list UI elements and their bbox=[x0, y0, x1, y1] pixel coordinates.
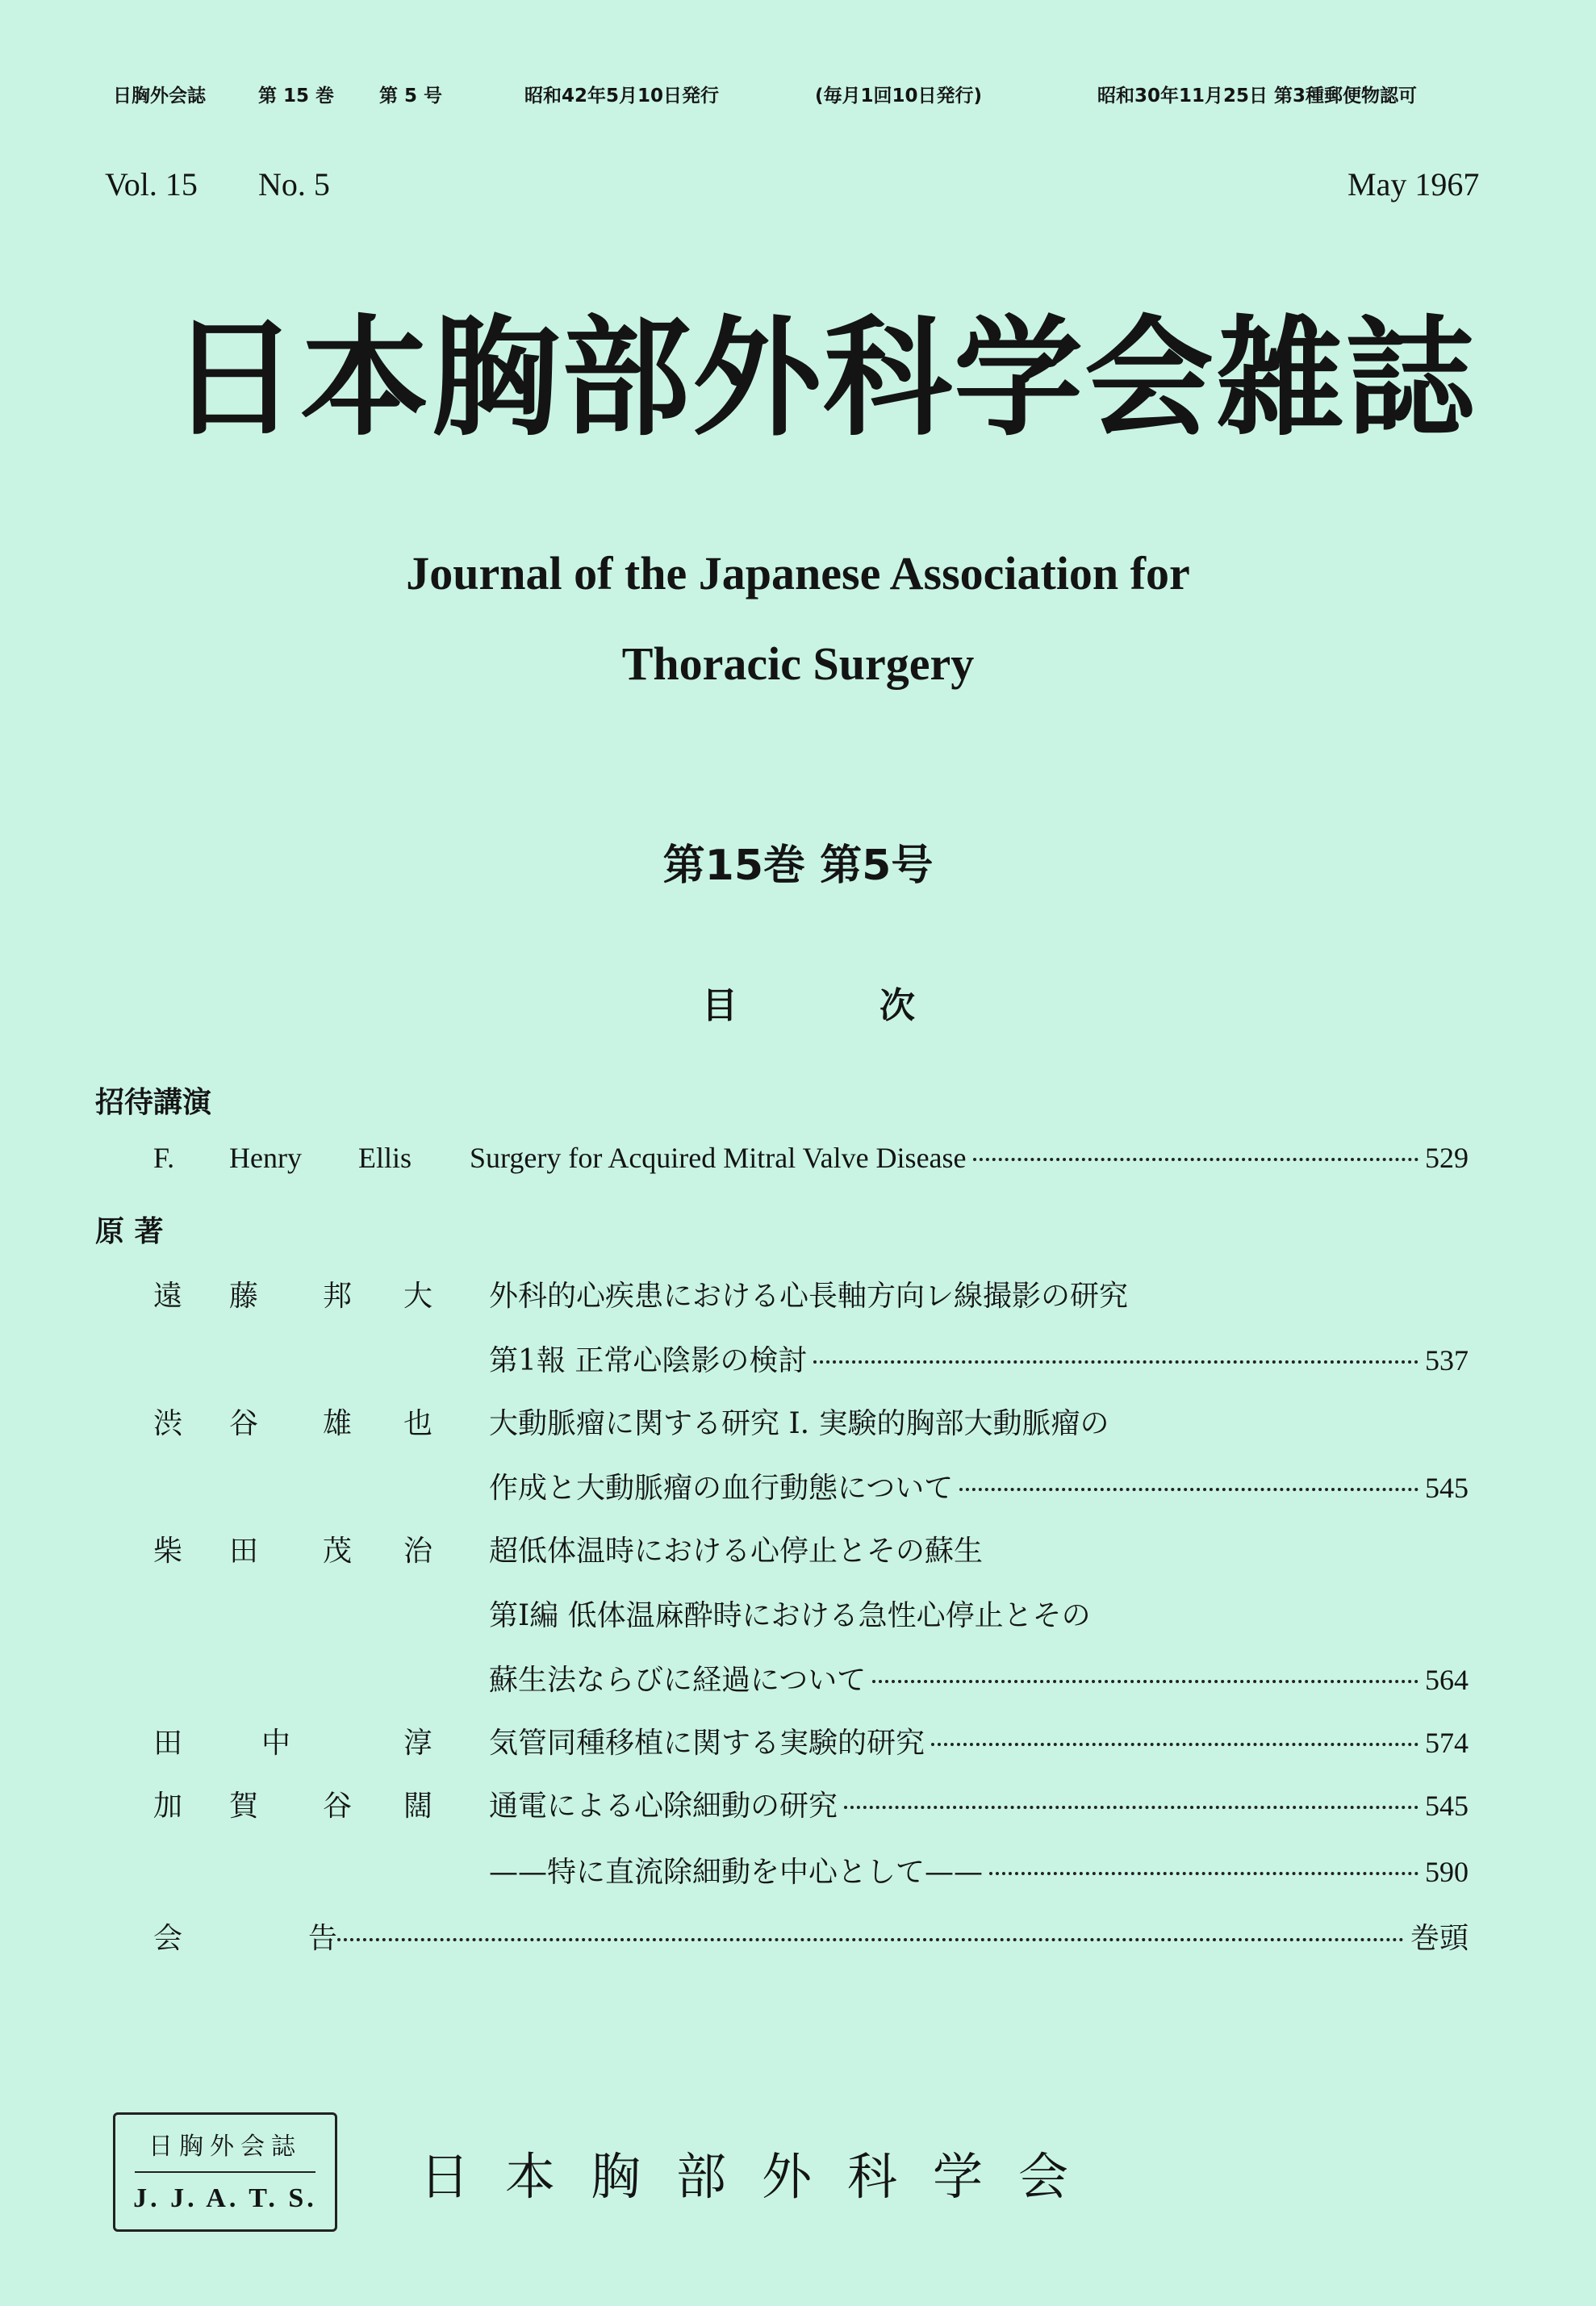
leader-dots bbox=[813, 1360, 1418, 1364]
toc-entry-title-row bbox=[470, 1141, 1469, 1175]
author-part: 闊 bbox=[403, 1790, 433, 1823]
toc-entry-page: 537 bbox=[1425, 1344, 1469, 1376]
section-invited-lecture: 招待講演 bbox=[95, 1086, 212, 1119]
toc-entry-title-row bbox=[489, 1783, 1469, 1824]
toc-entry-title-row bbox=[489, 1465, 1469, 1506]
toc-entry-page: 545 bbox=[1425, 1790, 1469, 1822]
author-part: 田 bbox=[229, 1535, 259, 1568]
toc-entry-title: 作成と大動脈瘤の血行動態について bbox=[489, 1472, 954, 1505]
author-part: 茂 bbox=[323, 1535, 353, 1568]
toc-entry-title: 超低体温時における心停止とその蘇生 bbox=[489, 1535, 984, 1568]
toc-entry-title-row bbox=[489, 1338, 1469, 1379]
badge-abbr-english: J. J. A. T. S. bbox=[133, 2183, 317, 2213]
toc-entry-title: ——特に直流除細動を中心として—— bbox=[489, 1856, 984, 1889]
leader-dots bbox=[844, 1806, 1418, 1809]
number-label: No. 5 bbox=[258, 166, 330, 203]
toc-entry[interactable] bbox=[153, 1783, 1469, 1828]
header-number: 第 5 号 bbox=[379, 86, 443, 107]
leader-dots bbox=[337, 1938, 1404, 1941]
badge-divider bbox=[135, 2171, 315, 2173]
toc-entry[interactable] bbox=[153, 1141, 1469, 1186]
toc-entry[interactable] bbox=[153, 1849, 1469, 1895]
author-part: 也 bbox=[403, 1407, 433, 1440]
author-part: 遠 bbox=[153, 1280, 183, 1313]
toc-entry[interactable] bbox=[153, 1338, 1469, 1383]
toc-entry-page: 564 bbox=[1425, 1664, 1469, 1696]
toc-entry[interactable] bbox=[153, 1720, 1469, 1765]
volume-line bbox=[105, 165, 1525, 206]
toc-entry-title-row bbox=[489, 1657, 1469, 1698]
header-mail-permit: 昭和30年11月25日 第3種郵便物認可 bbox=[1097, 86, 1418, 107]
publisher-name: 日本胸部外科学会 bbox=[420, 2147, 1105, 2206]
author-part: 藤 bbox=[229, 1280, 259, 1313]
toc-entry-title: 外科的心疾患における心長軸方向レ線撮影の研究 bbox=[489, 1280, 1129, 1313]
toc-heading-char: 目 bbox=[702, 985, 737, 1026]
toc-entry-title-row bbox=[489, 1273, 1469, 1314]
author-part: 会 bbox=[153, 1922, 183, 1955]
header-volume: 第 15 巻 bbox=[258, 86, 335, 107]
toc-heading-char: 次 bbox=[879, 985, 915, 1026]
toc-entry-title-row bbox=[337, 1915, 1469, 1957]
toc-entry-title: 第I編 低体温麻酔時における急性心停止とその bbox=[489, 1599, 1091, 1632]
toc-entry-page: 590 bbox=[1425, 1856, 1469, 1888]
toc-entry[interactable] bbox=[153, 1401, 1469, 1446]
volume-label: Vol. 15 bbox=[105, 166, 198, 203]
section-original-articles: 原 著 bbox=[95, 1215, 164, 1248]
header-info-line bbox=[113, 81, 1533, 113]
journal-abbreviation-badge bbox=[113, 2112, 337, 2232]
toc-entry-page: 545 bbox=[1425, 1472, 1469, 1504]
leader-dots bbox=[931, 1743, 1418, 1746]
toc-entry[interactable] bbox=[153, 1528, 1469, 1573]
toc-entry-notice[interactable] bbox=[153, 1915, 1469, 1961]
journal-title-japanese: 日本胸部外科学会雑誌 bbox=[169, 303, 1477, 453]
leader-dots bbox=[989, 1872, 1418, 1875]
toc-entry[interactable] bbox=[153, 1465, 1469, 1510]
toc-entry-title-row bbox=[489, 1720, 1469, 1761]
leader-dots bbox=[973, 1158, 1418, 1161]
author-part: 渋 bbox=[153, 1407, 183, 1440]
leader-dots bbox=[959, 1488, 1418, 1491]
author-part: 柴 bbox=[153, 1535, 183, 1568]
toc-entry-page: 574 bbox=[1425, 1727, 1469, 1759]
toc-entry-title-row bbox=[489, 1401, 1469, 1442]
toc-entry-page: 巻頭 bbox=[1410, 1922, 1469, 1955]
journal-title-english-line1: Journal of the Japanese Association for bbox=[406, 547, 1190, 599]
toc-entry-title: 大動脈瘤に関する研究 I. 実験的胸部大動脈瘤の bbox=[489, 1407, 1109, 1440]
header-abbr: 日胸外会誌 bbox=[113, 86, 206, 107]
toc-entry-title: Surgery for Acquired Mitral Valve Disease bbox=[470, 1142, 967, 1174]
toc-entry-title: 第1報 正常心陰影の検討 bbox=[489, 1344, 808, 1377]
author-part: 賀 bbox=[229, 1790, 259, 1823]
author-part: Ellis bbox=[358, 1142, 412, 1174]
issue-month-year: May 1967 bbox=[1347, 166, 1480, 203]
header-frequency: (毎月1回10日発行) bbox=[815, 86, 983, 107]
toc-entry-title-row bbox=[489, 1593, 1469, 1634]
header-issue-date: 昭和42年5月10日発行 bbox=[524, 86, 720, 107]
toc-entry[interactable] bbox=[153, 1593, 1469, 1638]
journal-title-english bbox=[0, 528, 1596, 709]
author-part: 雄 bbox=[323, 1407, 353, 1440]
author-part: 谷 bbox=[229, 1407, 259, 1440]
author-part: 告 bbox=[308, 1922, 338, 1955]
author-part: 邦 bbox=[323, 1280, 353, 1313]
issue-number-japanese: 第15巻 第5号 bbox=[662, 842, 934, 890]
toc-entry-title-row bbox=[489, 1528, 1469, 1569]
leader-dots bbox=[872, 1680, 1418, 1683]
toc-entry-title-row bbox=[489, 1849, 1469, 1890]
toc-entry-page: 529 bbox=[1425, 1142, 1469, 1174]
author-part: 治 bbox=[403, 1535, 433, 1568]
author-part: 大 bbox=[403, 1280, 433, 1313]
toc-entry-title: 蘇生法ならびに経過について bbox=[489, 1664, 867, 1697]
author-part: 谷 bbox=[323, 1790, 353, 1823]
author-part: Henry bbox=[229, 1142, 302, 1174]
author-part: 淳 bbox=[403, 1727, 433, 1760]
badge-abbr-japanese: 日胸外会誌 bbox=[148, 2133, 302, 2161]
toc-entry[interactable] bbox=[153, 1273, 1469, 1318]
toc-entry[interactable] bbox=[153, 1657, 1469, 1702]
author-part: 加 bbox=[153, 1790, 183, 1823]
toc-entry-title: 気管同種移植に関する実験的研究 bbox=[489, 1727, 925, 1760]
author-part: 中 bbox=[261, 1727, 291, 1760]
toc-entry-title: 通電による心除細動の研究 bbox=[489, 1790, 838, 1823]
journal-title-english-line2: Thoracic Surgery bbox=[621, 637, 975, 690]
author-part: 田 bbox=[153, 1727, 183, 1760]
author-part: F. bbox=[153, 1142, 175, 1174]
